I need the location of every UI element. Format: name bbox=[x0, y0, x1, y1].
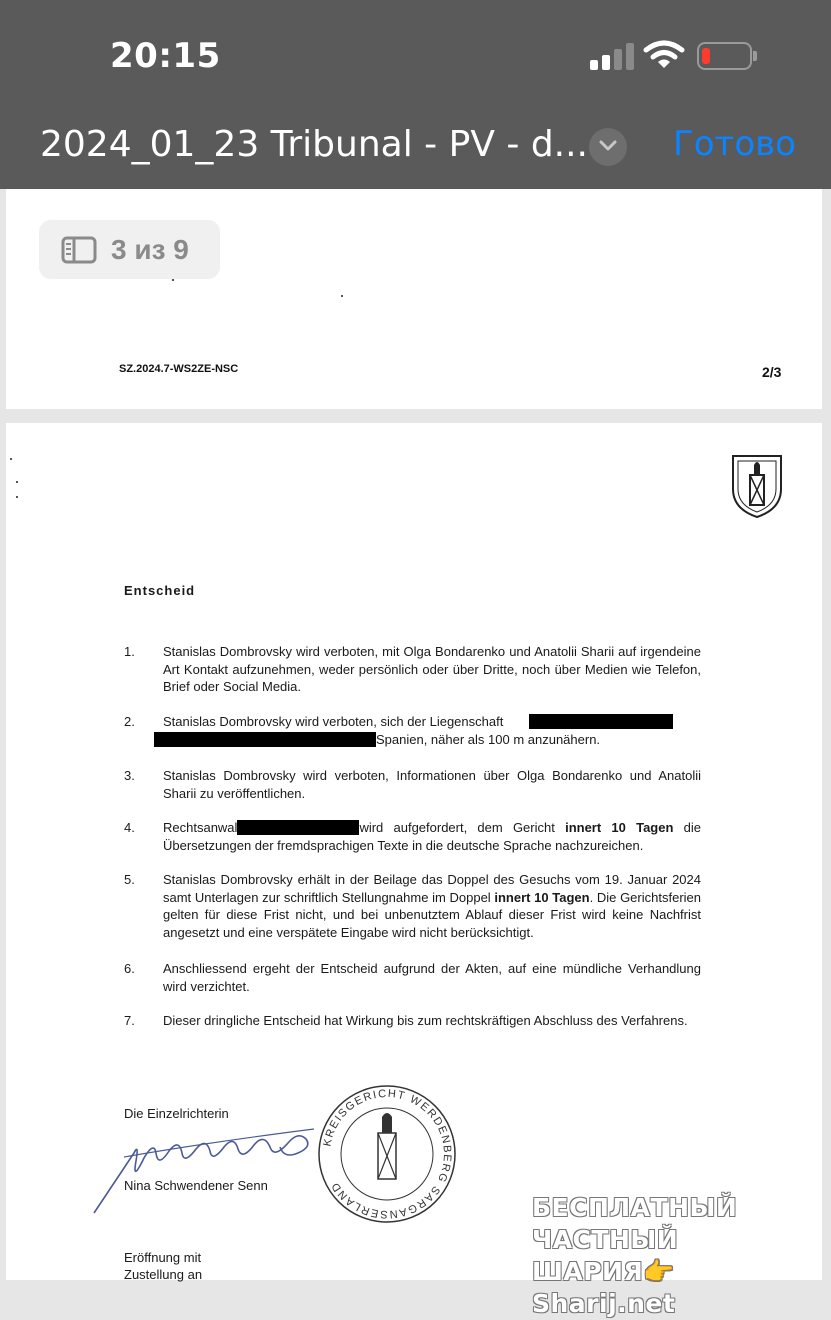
decision-heading: Entscheid bbox=[124, 583, 196, 598]
decision-item-2: 2. Stanislas Dombrovsky wird verboten, sich der Liegenschaft Spanien, näher als 100 m anzunähern. bbox=[124, 713, 704, 751]
case-reference: SZ.2024.7-WS2ZE-NSC bbox=[119, 363, 239, 375]
signer-name: Nina Schwendener Senn bbox=[124, 1178, 268, 1193]
page-indicator-label: 3 из 9 bbox=[111, 234, 189, 265]
decision-item-5: 5. Stanislas Dombrovsky erhält in der Beilage das Doppel des Gesuchs vom 19. Januar 2024 samt Unterlagen zur schriftlich Stellungnahme im Doppel innert 10 Tagen. Die Gerichtsferien gelten für diese Frist nicht, und bei unbenutztem Ablauf dieser Frist wird keine Nachfrist angesetzt und eine verspätete Eingabe wird nicht berücksichtigt. bbox=[124, 872, 701, 940]
redaction-bar bbox=[237, 820, 359, 835]
redaction-bar bbox=[154, 732, 376, 747]
sidebar-icon bbox=[61, 236, 97, 264]
cellular-signal-icon bbox=[590, 42, 634, 70]
opening-note: Eröffnung mit Zustellung an bbox=[124, 1250, 203, 1282]
canton-crest-icon bbox=[730, 453, 784, 519]
decision-item-7: 7. Dieser dringliche Entscheid hat Wirkung bis zum rechtskräftigen Abschluss des Verfahrens. bbox=[124, 1013, 688, 1028]
page-number: 2/3 bbox=[762, 364, 782, 380]
decision-item-3: 3. Stanislas Dombrovsky wird verboten, Informationen über Olga Bondarenko und Anatolii Sharii zu veröffentlichen. bbox=[124, 768, 701, 801]
document-page-3 bbox=[6, 423, 822, 1280]
decision-item-4: 4. Rechtsanwal wird aufgefordert, dem Gericht innert 10 Tagen die Übersetzungen der fremdsprachigen Texte in die deutsche Sprache nachzureichen. bbox=[124, 820, 701, 853]
court-seal bbox=[316, 1083, 458, 1225]
document-title[interactable]: 2024_01_23 Tribunal - PV - d... bbox=[40, 124, 588, 165]
decision-item-6: 6. Anschliessend ergeht der Entscheid aufgrund der Akten, auf eine mündliche Verhandlung wird verzichtet. bbox=[124, 961, 701, 994]
document-page-2 bbox=[6, 189, 822, 409]
svg-text:KREISGERICHT WERDENBERG SARGAN: KREISGERICHT WERDENBERG SARGANSERLAND bbox=[321, 1087, 454, 1221]
chevron-down-icon[interactable] bbox=[589, 128, 627, 166]
wifi-icon bbox=[644, 40, 684, 70]
signer-role: Die Einzelrichterin bbox=[124, 1106, 229, 1121]
status-time: 20:15 bbox=[110, 36, 221, 76]
top-bar bbox=[0, 0, 831, 189]
decision-item-1: 1. Stanislas Dombrovsky wird verboten, mit Olga Bondarenko und Anatolii Sharii auf irgendeine Art Kontakt aufzunehmen, weder persönlich oder über Dritte, noch über Medien wie Telefon, Brief oder Social Media. bbox=[124, 644, 701, 694]
redaction-bar bbox=[529, 714, 673, 729]
handwritten-signature bbox=[84, 1113, 324, 1223]
page-indicator[interactable] bbox=[39, 220, 220, 279]
watermark: БЕСПЛАТНЫЙ ЧАСТНЫЙ ШАРИЯ👉Sharij.net bbox=[532, 1193, 738, 1318]
done-button[interactable]: Готово bbox=[673, 124, 796, 164]
battery-icon bbox=[697, 42, 757, 70]
